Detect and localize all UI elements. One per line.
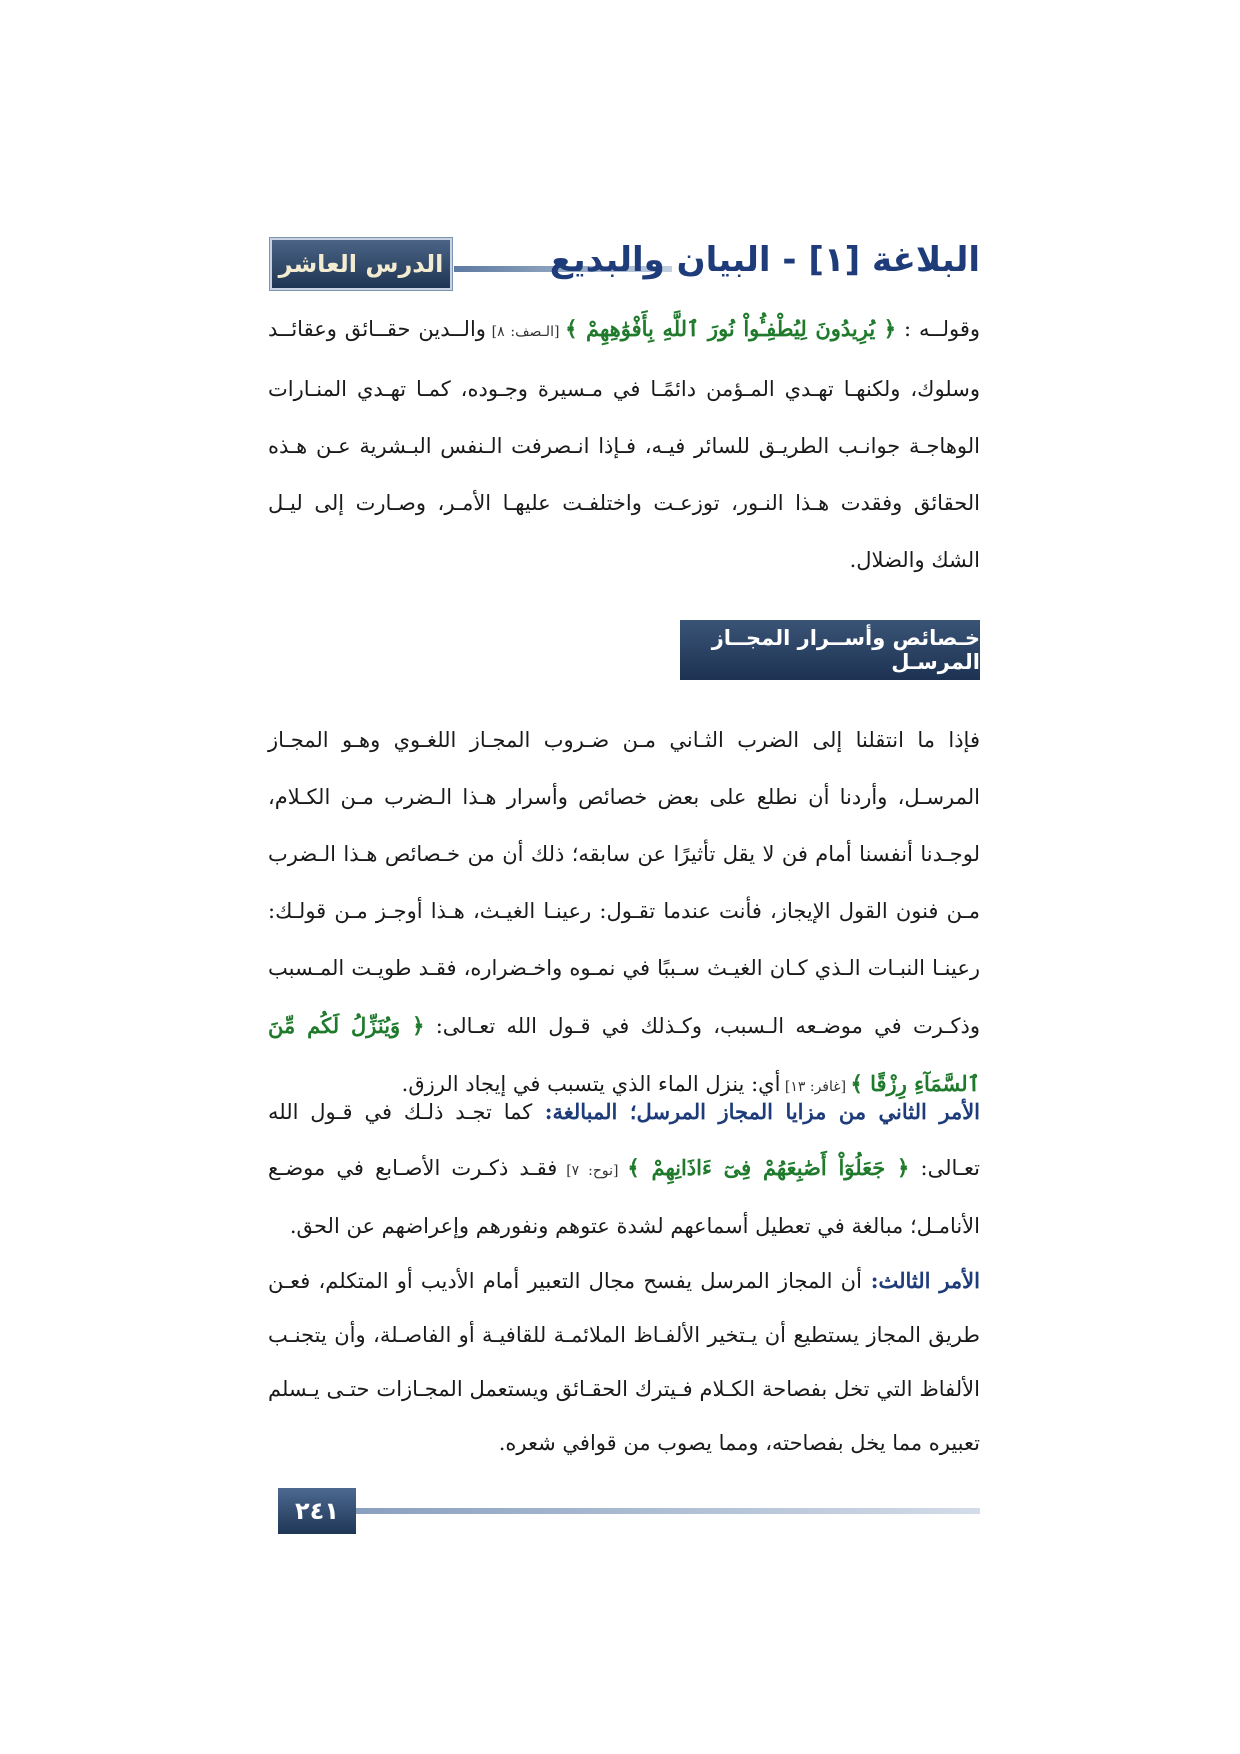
p4-lead: الأمر الثالث: — [861, 1268, 980, 1293]
paragraph-4 — [268, 1254, 980, 1470]
p3-verse-ref: [نوح: ٧] — [557, 1163, 628, 1179]
paragraph-2 — [268, 712, 980, 1116]
p2-tail: أي: ينزل الماء الذي يتسبب في إيجاد الرزق. — [401, 1072, 781, 1096]
p1-text: والــدين حقــائق وعقائــد وسلوك، ولكنهـا تهـدي المـؤمن دائمًـا في مـسيرة وجـوده، كمـا تهـدي المنـارات الوهاجـة جوانـب الطريـق للسائر فيـه، فـإذا انـصرفت الـنفس البـشرية عـن هـذه الحقائق وفقدت هـذا النـور، توزعـت واختلفـت عليهـا الأمـر، وصـارت إلى ليـل الشك والضلال. — [268, 317, 980, 572]
section-heading: خـصائص وأســرار المجــاز المرسـل — [680, 620, 980, 680]
page-footer — [278, 1488, 980, 1536]
p1-quran-verse: ﴿ يُرِيدُونَ لِيُطْفِـُٔواْ نُورَ ٱللَّهِ بِأَفْوَٰهِهِمْ ﴾ — [565, 316, 897, 341]
p3-text: كما تجـد ذلـك في قـول الله تعـالى: — [268, 1100, 981, 1180]
p3-quran-verse: ﴿ جَعَلُوٓاْ أَصَٰبِعَهُمْ فِىٓ ءَاذَانِهِمْ ﴾ — [627, 1155, 910, 1180]
paragraph-3 — [268, 1084, 980, 1254]
p4-text: أن المجاز المرسل يفسح مجال التعبير أمام الأديب أو المتكلم، فعـن طريق المجاز يستطيع أن يـتخير الألفـاظ الملائمـة للقافيـة أو الفاصـلة، وأن يتجنـب الألفاظ التي تخل بفصاحة الكـلام فـيترك الحقـائق ويستعمل المجـازات حتـى يـسلم تعبيره مما يخل بفصاحته، ومما يصوب من قوافي شعره. — [268, 1269, 980, 1455]
page-header — [270, 238, 980, 294]
p1-intro: وقولــه : — [896, 317, 980, 341]
p2-text: فإذا ما انتقلنا إلى الضرب الثـاني مـن ضـروب المجـاز اللغـوي وهـو المجـاز المرسـل، وأردنا أن نطلع على بعض خصائص وأسرار هـذا الـضرب مـن الكـلام، لوجـدنا أنفسنا أمام فن لا يقل تأثيرًا عن سابقه؛ ذلك أن من خـصائص هـذا الـضرب مـن فنون القول الإيجاز، فأنت عندما تقـول: رعينـا الغيـث، هـذا أوجـز مـن قولـك: رعينـا النبـات الـذي كـان الغيـث سـببًا في نمـوه واخـضراره، فقـد طويـت المـسبب وذكـرت في موضـعه الـسبب، وكـذلك في قـول الله تعـالى: — [268, 728, 980, 1038]
p1-verse-ref: [الـصف: ٨] — [485, 324, 566, 340]
p3-tail: فقـد ذكـرت الأصـابع في موضـع الأنامـل؛ مبالغة في تعطيل أسماعهم لشدة عتوهم ونفورهم وإعراضهم عن الحق. — [268, 1156, 980, 1238]
page-number: ٢٤١ — [278, 1488, 356, 1534]
p2-quran-verse: ﴿ وَيُنَزِّلُ لَكُم مِّنَ ٱلسَّمَآءِ رِزْقًا ﴾ — [268, 1013, 980, 1096]
p2-verse-ref: [غافر: ١٣] — [780, 1079, 851, 1095]
lesson-label: الدرس العاشر — [270, 238, 452, 290]
book-title: البلاغة [١] - البيان والبديع — [549, 240, 980, 280]
p3-lead: الأمر الثاني من مزايا المجاز المرسل؛ المبالغة: — [532, 1099, 981, 1124]
paragraph-1 — [268, 300, 980, 589]
footer-rule — [356, 1508, 980, 1514]
